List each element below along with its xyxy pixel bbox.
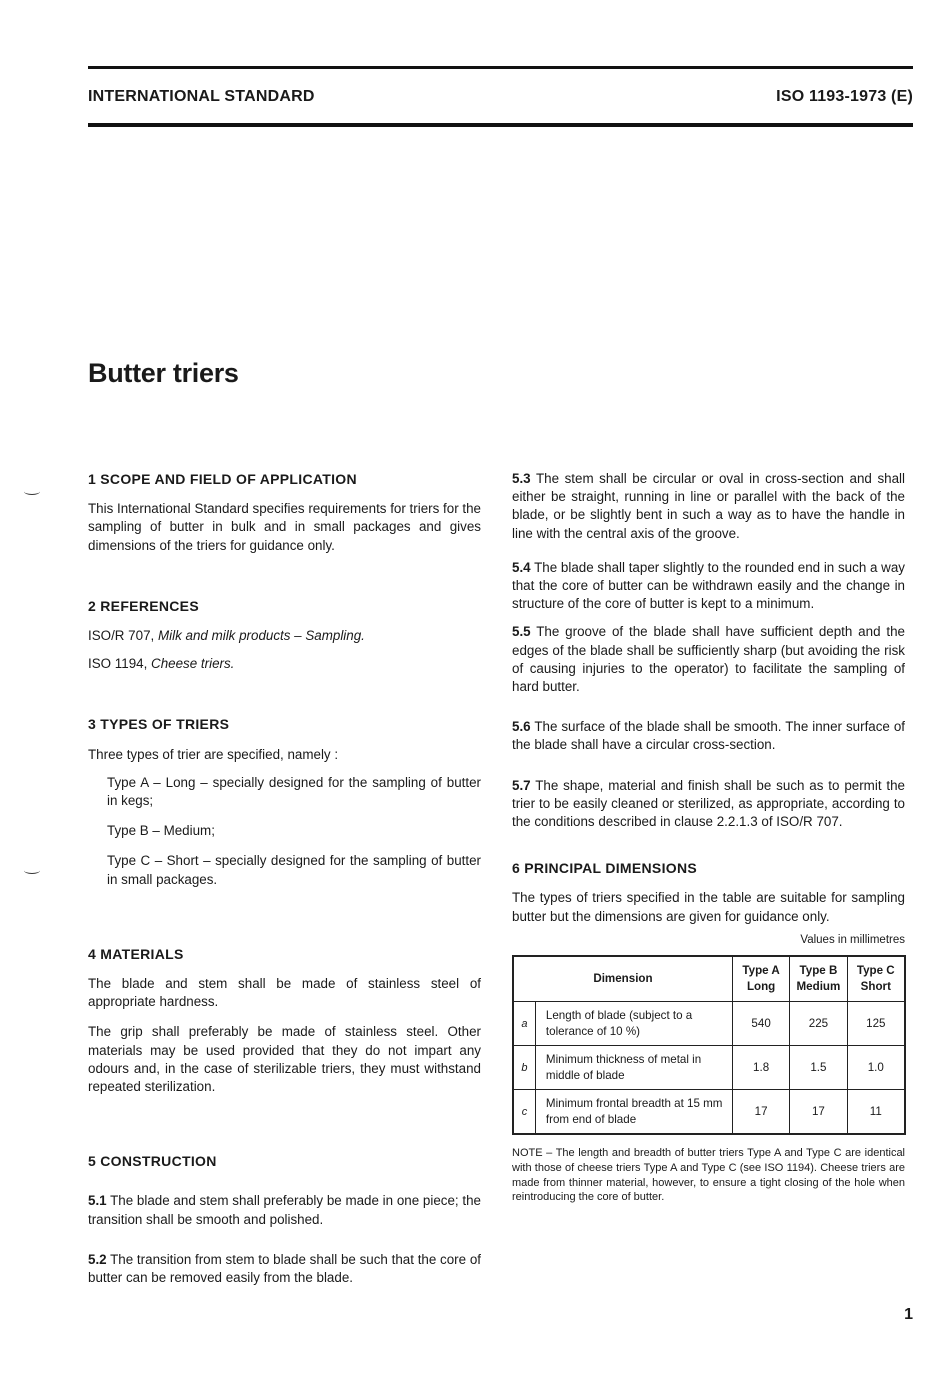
clause-5-7 [512,777,905,832]
table-row [513,1090,905,1135]
clause-text: The surface of the blade shall be smooth. The inner surface of the blade shall have a circular cross-section. [512,719,905,753]
clause-5-6 [512,718,905,754]
clause-text: The blade and stem shall preferably be made in one piece; the transition shall be smooth and polished. [88,1193,481,1227]
header-rule-top [88,66,913,69]
clause-5-1 [88,1192,481,1228]
clause-text: The groove of the blade shall have sufficient depth and the edges of the blade shall be sufficiently sharp (but avoiding the risk of causing injuries to the operator) to facilitate the sampling of hard butter. [512,624,905,695]
dimensions-table [512,955,906,1135]
column-header-type-c: Type C Short [847,956,905,1002]
reference-item [88,655,481,673]
clause-number: 5.1 [88,1193,107,1209]
left-column [88,470,481,1287]
clause-5-2 [88,1251,481,1287]
clause-5-3 [512,470,905,543]
table-note: NOTE – The length and breadth of butter triers Type A and Type C are identical with those of cheese triers Type A and Type C (see ISO 1194). Cheese triers are made from thinner material, however, to ensure a tight closing of the hole when reintroducing the core of butter. [512,1147,905,1204]
table-header-row [513,956,905,1002]
column-header-type-b: Type B Medium [790,956,847,1002]
section-4-heading: 4 MATERIALS [88,945,184,962]
section-1-text: This International Standard specifies requirements for triers for the sampling of butter in bulk and in small packages and gives dimensions of the triers for guidance only. [88,501,481,553]
clause-number: 5.3 [512,471,531,486]
cell-type-c: 1.0 [847,1046,905,1090]
cell-type-b: 1.5 [790,1046,847,1090]
document-title: Butter triers [88,358,239,388]
reference-code: ISO 1194, [88,656,148,672]
type-item: Type C – Short – specially designed for the sampling of butter in small packages. [107,853,481,887]
header-rule-bottom [88,123,913,127]
section-5-heading: 5 CONSTRUCTION [88,1153,217,1170]
clause-text: The shape, material and finish shall be such as to permit the trier to be easily cleaned or sterilized, as appropriate, according to the conditions described in clause 2.2.1.3 of ISO/R 707. [512,777,906,830]
section-3-intro: Three types of trier are specified, namely : [88,746,339,762]
clause-text: The transition from stem to blade shall be such that the core of butter can be removed easily from the blade. [88,1251,481,1286]
cell-type-b: 17 [790,1090,847,1135]
clause-5-5 [512,623,905,696]
section-4-para-1: The blade and stem shall be made of stainless steel of appropriate hardness. [88,976,481,1010]
page-number: 1 [904,1306,913,1323]
column-header-type-a: Type A Long [732,956,789,1002]
cell-type-a: 17 [732,1090,789,1135]
margin-mark [24,867,40,874]
row-key: c [513,1090,535,1135]
table-row [513,1046,905,1090]
reference-title: Milk and milk products – Sampling. [157,628,365,644]
reference-code: ISO/R 707, [88,628,155,644]
row-description: Minimum frontal breadth at 15 mm from end of blade [535,1090,732,1135]
clause-number: 5.5 [512,624,531,640]
section-3-heading: 3 TYPES OF TRIERS [88,716,230,733]
row-key: a [513,1002,535,1046]
clause-number: 5.2 [88,1251,107,1267]
right-column [512,470,905,1216]
row-description: Length of blade (subject to a tolerance of 10 %) [535,1002,732,1046]
margin-mark [24,488,40,495]
units-label: Values in millimetres [800,933,905,946]
type-item: Type B – Medium; [107,823,215,839]
row-description: Minimum thickness of metal in middle of blade [535,1046,732,1090]
clause-number: 5.4 [512,559,531,575]
cell-type-b: 225 [790,1002,847,1046]
clause-number: 5.7 [512,777,531,793]
section-2-heading: 2 REFERENCES [88,597,199,614]
reference-title: Cheese triers. [151,656,235,672]
clause-text: The blade shall taper slightly to the rounded end in such a way that the core of butter can be withdrawn easily and the change in structure of the core of butter is kept to a minimum. [512,559,905,612]
row-key: b [513,1046,535,1090]
reference-item [88,627,481,645]
cell-type-c: 125 [847,1002,905,1046]
cell-type-a: 1.8 [732,1046,789,1090]
cell-type-c: 11 [847,1090,905,1135]
table-row [513,1002,905,1046]
dimension-header: Dimension [513,956,732,1002]
standard-type-label: INTERNATIONAL STANDARD [88,88,315,105]
clause-number: 5.6 [512,719,531,735]
section-1-heading: 1 SCOPE AND FIELD OF APPLICATION [88,471,357,487]
section-4-para-2: The grip shall preferably be made of stainless steel. Other materials may be used provided that they do not impart any odours and, in the case of sterilizable triers, they must withstand repeated sterilization. [88,1024,481,1095]
standard-number: ISO 1193-1973 (E) [776,88,913,105]
clause-5-4 [512,559,905,614]
section-6-text: The types of triers specified in the table are suitable for sampling butter but the dimensions are given for guidance only. [512,890,905,924]
clause-text: The stem shall be circular or oval in cross-section and shall either be straight, running in line or parallel with the back of the blade, or be slightly bent in such a way as to have the handle in line with the central axis of the groove. [512,471,905,541]
type-item: Type A – Long – specially designed for the sampling of butter in kegs; [107,774,481,809]
cell-type-a: 540 [732,1002,789,1046]
section-6-heading: 6 PRINCIPAL DIMENSIONS [512,860,697,877]
